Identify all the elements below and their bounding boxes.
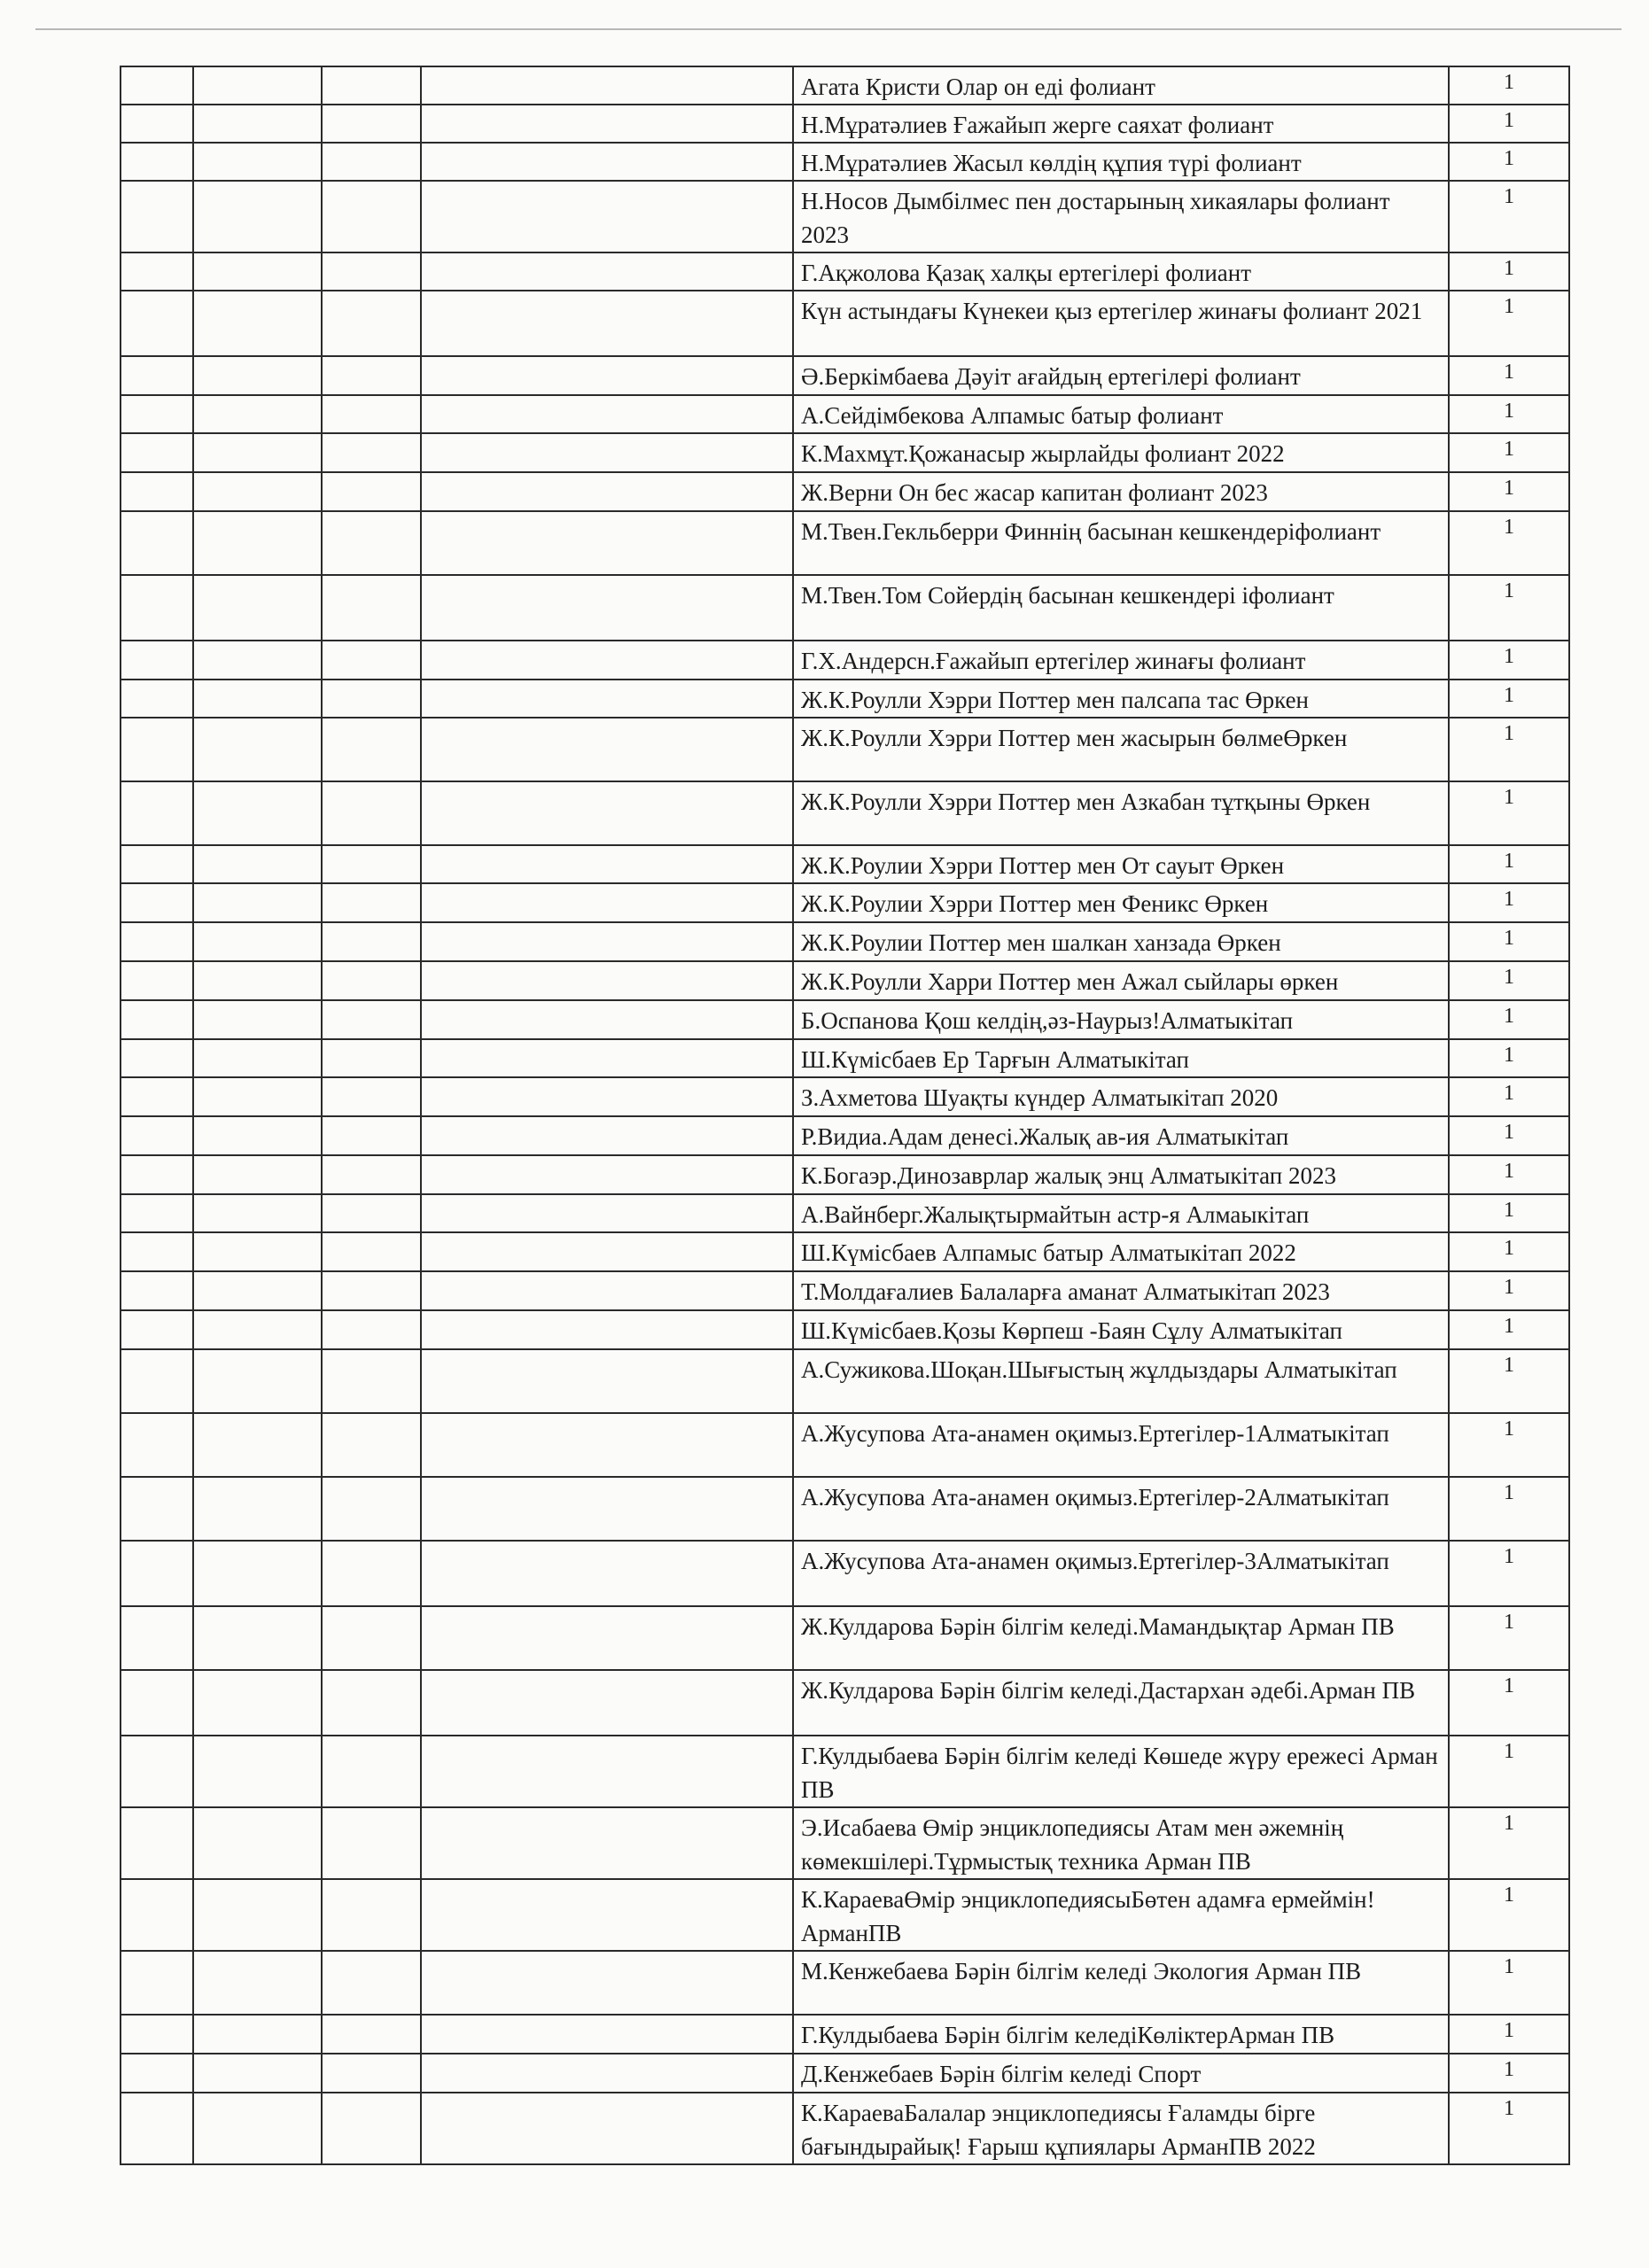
empty-cell bbox=[121, 845, 193, 883]
book-title-cell: Г.Кулдыбаева Бәрін білгім келеді Көшеде жүру ережесі Арман ПВ bbox=[793, 1736, 1449, 1807]
empty-cell bbox=[193, 511, 322, 575]
empty-cell bbox=[322, 1194, 421, 1232]
empty-cell bbox=[421, 845, 793, 883]
book-title-cell: А.Сейдімбекова Алпамыс батыр фолиант bbox=[793, 395, 1449, 433]
empty-cell bbox=[421, 1951, 793, 2015]
empty-cell bbox=[322, 883, 421, 922]
table-row bbox=[121, 845, 1569, 883]
empty-cell bbox=[421, 66, 793, 105]
table-row bbox=[121, 1349, 1569, 1413]
book-title-cell: А.Жусупова Ата-анамен оқимыз.Ертегілер-3Алматыкітап bbox=[793, 1541, 1449, 1606]
empty-cell bbox=[421, 1155, 793, 1194]
empty-cell bbox=[322, 143, 421, 181]
table-row bbox=[121, 1310, 1569, 1349]
empty-cell bbox=[421, 1879, 793, 1951]
table-row bbox=[121, 1606, 1569, 1670]
quantity-cell: 1 bbox=[1449, 1807, 1569, 1879]
empty-cell bbox=[421, 105, 793, 143]
book-title-cell: А.Жусупова Ата-анамен оқимыз.Ертегілер-1Алматыкітап bbox=[793, 1413, 1449, 1477]
empty-cell bbox=[322, 1413, 421, 1477]
table-row bbox=[121, 2093, 1569, 2164]
quantity-cell: 1 bbox=[1449, 1232, 1569, 1271]
empty-cell bbox=[193, 1271, 322, 1310]
empty-cell bbox=[121, 718, 193, 781]
empty-cell bbox=[121, 641, 193, 680]
quantity-cell: 1 bbox=[1449, 641, 1569, 680]
empty-cell bbox=[322, 2015, 421, 2054]
empty-cell bbox=[322, 1077, 421, 1116]
page-top-edge-line bbox=[35, 28, 1622, 30]
quantity-cell: 1 bbox=[1449, 1155, 1569, 1194]
table-row bbox=[121, 1477, 1569, 1541]
quantity-cell: 1 bbox=[1449, 680, 1569, 718]
empty-cell bbox=[322, 1807, 421, 1879]
empty-cell bbox=[193, 1349, 322, 1413]
empty-cell bbox=[121, 105, 193, 143]
quantity-cell: 1 bbox=[1449, 781, 1569, 845]
book-title-cell: Агата Кристи Олар он еді фолиант bbox=[793, 66, 1449, 105]
book-title-cell: А.Вайнберг.Жалықтырмайтын астр-я Алмаыкітап bbox=[793, 1194, 1449, 1232]
empty-cell bbox=[322, 718, 421, 781]
empty-cell bbox=[322, 961, 421, 1000]
book-list-body bbox=[121, 66, 1569, 2164]
empty-cell bbox=[121, 1879, 193, 1951]
empty-cell bbox=[322, 1155, 421, 1194]
book-title-cell: Ж.Верни Он бес жасар капитан фолиант 2023 bbox=[793, 472, 1449, 511]
empty-cell bbox=[193, 781, 322, 845]
empty-cell bbox=[322, 781, 421, 845]
empty-cell bbox=[193, 1077, 322, 1116]
empty-cell bbox=[193, 1039, 322, 1077]
table-row bbox=[121, 1116, 1569, 1155]
table-row bbox=[121, 1077, 1569, 1116]
empty-cell bbox=[421, 1194, 793, 1232]
empty-cell bbox=[322, 575, 421, 641]
book-title-cell: Ж.Кулдарова Бәрін білгім келеді.Дастархан әдебі.Арман ПВ bbox=[793, 1670, 1449, 1736]
quantity-cell: 1 bbox=[1449, 1606, 1569, 1670]
empty-cell bbox=[121, 2093, 193, 2164]
book-title-cell: Н.Мұратәлиев Ғажайып жерге саяхат фолиант bbox=[793, 105, 1449, 143]
empty-cell bbox=[421, 2054, 793, 2093]
empty-cell bbox=[421, 1000, 793, 1039]
book-title-cell: Ж.Кулдарова Бәрін білгім келеді.Мамандықтар Арман ПВ bbox=[793, 1606, 1449, 1670]
table-row bbox=[121, 718, 1569, 781]
empty-cell bbox=[421, 1413, 793, 1477]
table-row bbox=[121, 1039, 1569, 1077]
table-row bbox=[121, 143, 1569, 181]
empty-cell bbox=[421, 1039, 793, 1077]
book-title-cell: Г.Ақжолова Қазақ халқы ертегілері фолиант bbox=[793, 252, 1449, 291]
empty-cell bbox=[193, 1232, 322, 1271]
empty-cell bbox=[421, 181, 793, 252]
book-title-cell: Р.Видиа.Адам денесі.Жалық ав-ия Алматыкітап bbox=[793, 1116, 1449, 1155]
empty-cell bbox=[121, 781, 193, 845]
empty-cell bbox=[121, 1670, 193, 1736]
empty-cell bbox=[193, 66, 322, 105]
empty-cell bbox=[421, 511, 793, 575]
quantity-cell: 1 bbox=[1449, 395, 1569, 433]
empty-cell bbox=[121, 1271, 193, 1310]
empty-cell bbox=[193, 1413, 322, 1477]
empty-cell bbox=[193, 291, 322, 356]
empty-cell bbox=[193, 1606, 322, 1670]
table-row bbox=[121, 1879, 1569, 1951]
empty-cell bbox=[193, 181, 322, 252]
empty-cell bbox=[322, 1000, 421, 1039]
empty-cell bbox=[121, 922, 193, 961]
empty-cell bbox=[421, 575, 793, 641]
empty-cell bbox=[322, 66, 421, 105]
quantity-cell: 1 bbox=[1449, 1413, 1569, 1477]
empty-cell bbox=[322, 1232, 421, 1271]
quantity-cell: 1 bbox=[1449, 1951, 1569, 2015]
quantity-cell: 1 bbox=[1449, 845, 1569, 883]
empty-cell bbox=[322, 1736, 421, 1807]
book-title-cell: Н.Носов Дымбілмес пен достарының хикаялары фолиант 2023 bbox=[793, 181, 1449, 252]
empty-cell bbox=[193, 1736, 322, 1807]
quantity-cell: 1 bbox=[1449, 1477, 1569, 1541]
book-title-cell: Т.Молдағалиев Балаларға аманат Алматыкітап 2023 bbox=[793, 1271, 1449, 1310]
quantity-cell: 1 bbox=[1449, 143, 1569, 181]
book-title-cell: Ә.Беркімбаева Дәуіт ағайдың ертегілері фолиант bbox=[793, 356, 1449, 395]
empty-cell bbox=[322, 433, 421, 472]
empty-cell bbox=[121, 2015, 193, 2054]
empty-cell bbox=[322, 2093, 421, 2164]
book-title-cell: К.КараеваӨмір энциклопедиясыБөтен адамға ермеймін! АрманПВ bbox=[793, 1879, 1449, 1951]
empty-cell bbox=[421, 1310, 793, 1349]
table-row bbox=[121, 181, 1569, 252]
empty-cell bbox=[193, 1116, 322, 1155]
table-row bbox=[121, 472, 1569, 511]
table-row bbox=[121, 105, 1569, 143]
quantity-cell: 1 bbox=[1449, 181, 1569, 252]
book-title-cell: Б.Оспанова Қош келдің,әз-Наурыз!Алматыкітап bbox=[793, 1000, 1449, 1039]
quantity-cell: 1 bbox=[1449, 1271, 1569, 1310]
empty-cell bbox=[193, 961, 322, 1000]
empty-cell bbox=[121, 511, 193, 575]
empty-cell bbox=[322, 1879, 421, 1951]
quantity-cell: 1 bbox=[1449, 1879, 1569, 1951]
empty-cell bbox=[121, 1951, 193, 2015]
table-row bbox=[121, 922, 1569, 961]
book-title-cell: Г.Х.Андерсн.Ғажайып ертегілер жинағы фолиант bbox=[793, 641, 1449, 680]
quantity-cell: 1 bbox=[1449, 433, 1569, 472]
empty-cell bbox=[193, 680, 322, 718]
empty-cell bbox=[193, 105, 322, 143]
quantity-cell: 1 bbox=[1449, 1541, 1569, 1606]
empty-cell bbox=[421, 1807, 793, 1879]
empty-cell bbox=[193, 845, 322, 883]
empty-cell bbox=[121, 575, 193, 641]
empty-cell bbox=[193, 2015, 322, 2054]
empty-cell bbox=[121, 1413, 193, 1477]
empty-cell bbox=[193, 641, 322, 680]
empty-cell bbox=[322, 2054, 421, 2093]
empty-cell bbox=[193, 433, 322, 472]
quantity-cell: 1 bbox=[1449, 1116, 1569, 1155]
empty-cell bbox=[421, 433, 793, 472]
table-row bbox=[121, 2054, 1569, 2093]
empty-cell bbox=[421, 395, 793, 433]
quantity-cell: 1 bbox=[1449, 575, 1569, 641]
empty-cell bbox=[121, 883, 193, 922]
table-row bbox=[121, 291, 1569, 356]
table-row bbox=[121, 1541, 1569, 1606]
book-title-cell: Ж.К.Роулли Харри Поттер мен Ажал сыйлары өркен bbox=[793, 961, 1449, 1000]
table-row bbox=[121, 356, 1569, 395]
empty-cell bbox=[121, 1194, 193, 1232]
quantity-cell: 1 bbox=[1449, 1000, 1569, 1039]
quantity-cell: 1 bbox=[1449, 2093, 1569, 2164]
empty-cell bbox=[193, 1670, 322, 1736]
quantity-cell: 1 bbox=[1449, 922, 1569, 961]
table-row bbox=[121, 1271, 1569, 1310]
empty-cell bbox=[322, 511, 421, 575]
empty-cell bbox=[193, 472, 322, 511]
quantity-cell: 1 bbox=[1449, 472, 1569, 511]
empty-cell bbox=[322, 922, 421, 961]
empty-cell bbox=[322, 1541, 421, 1606]
empty-cell bbox=[121, 1000, 193, 1039]
quantity-cell: 1 bbox=[1449, 1310, 1569, 1349]
empty-cell bbox=[193, 1879, 322, 1951]
empty-cell bbox=[193, 1541, 322, 1606]
book-title-cell: Ш.Күмісбаев.Қозы Көрпеш -Баян Сұлу Алматыкітап bbox=[793, 1310, 1449, 1349]
empty-cell bbox=[421, 143, 793, 181]
book-title-cell: Ш.Күмісбаев Алпамыс батыр Алматыкітап 2022 bbox=[793, 1232, 1449, 1271]
empty-cell bbox=[322, 356, 421, 395]
empty-cell bbox=[421, 1606, 793, 1670]
book-title-cell: М.Кенжебаева Бәрін білгім келеді Экология Арман ПВ bbox=[793, 1951, 1449, 2015]
empty-cell bbox=[121, 143, 193, 181]
empty-cell bbox=[121, 291, 193, 356]
quantity-cell: 1 bbox=[1449, 66, 1569, 105]
empty-cell bbox=[121, 1349, 193, 1413]
quantity-cell: 1 bbox=[1449, 1194, 1569, 1232]
table-row bbox=[121, 1807, 1569, 1879]
quantity-cell: 1 bbox=[1449, 718, 1569, 781]
table-row bbox=[121, 1736, 1569, 1807]
empty-cell bbox=[421, 472, 793, 511]
empty-cell bbox=[121, 1736, 193, 1807]
empty-cell bbox=[421, 1477, 793, 1541]
table-row bbox=[121, 1413, 1569, 1477]
empty-cell bbox=[322, 181, 421, 252]
empty-cell bbox=[121, 1807, 193, 1879]
book-title-cell: К.Богаэр.Динозаврлар жалық энц Алматыкітап 2023 bbox=[793, 1155, 1449, 1194]
empty-cell bbox=[421, 1116, 793, 1155]
empty-cell bbox=[121, 1155, 193, 1194]
empty-cell bbox=[121, 356, 193, 395]
empty-cell bbox=[121, 472, 193, 511]
book-title-cell: Н.Мұратәлиев Жасыл көлдің құпия түрі фолиант bbox=[793, 143, 1449, 181]
table-row bbox=[121, 961, 1569, 1000]
book-title-cell: Г.Кулдыбаева Бәрін білгім келедіКөліктерАрман ПВ bbox=[793, 2015, 1449, 2054]
quantity-cell: 1 bbox=[1449, 2015, 1569, 2054]
book-title-cell: М.Твен.Гекльберри Финнің басынан кешкендеріфолиант bbox=[793, 511, 1449, 575]
empty-cell bbox=[121, 1541, 193, 1606]
table-row bbox=[121, 511, 1569, 575]
empty-cell bbox=[421, 1077, 793, 1116]
quantity-cell: 1 bbox=[1449, 1349, 1569, 1413]
quantity-cell: 1 bbox=[1449, 291, 1569, 356]
empty-cell bbox=[322, 105, 421, 143]
quantity-cell: 1 bbox=[1449, 511, 1569, 575]
empty-cell bbox=[322, 1039, 421, 1077]
empty-cell bbox=[322, 472, 421, 511]
empty-cell bbox=[193, 1155, 322, 1194]
empty-cell bbox=[421, 1541, 793, 1606]
empty-cell bbox=[193, 1807, 322, 1879]
book-title-cell: З.Ахметова Шуақты күндер Алматыкітап 2020 bbox=[793, 1077, 1449, 1116]
table-row bbox=[121, 1670, 1569, 1736]
empty-cell bbox=[421, 961, 793, 1000]
empty-cell bbox=[322, 1951, 421, 2015]
empty-cell bbox=[421, 291, 793, 356]
empty-cell bbox=[421, 252, 793, 291]
quantity-cell: 1 bbox=[1449, 1077, 1569, 1116]
book-title-cell: Ж.К.Роулли Хэрри Поттер мен палсапа тас Өркен bbox=[793, 680, 1449, 718]
empty-cell bbox=[421, 2015, 793, 2054]
table-row bbox=[121, 1951, 1569, 2015]
empty-cell bbox=[121, 66, 193, 105]
empty-cell bbox=[193, 395, 322, 433]
empty-cell bbox=[322, 1271, 421, 1310]
empty-cell bbox=[193, 1477, 322, 1541]
quantity-cell: 1 bbox=[1449, 1039, 1569, 1077]
empty-cell bbox=[121, 1310, 193, 1349]
quantity-cell: 1 bbox=[1449, 356, 1569, 395]
table-row bbox=[121, 1232, 1569, 1271]
empty-cell bbox=[193, 2054, 322, 2093]
table-row bbox=[121, 641, 1569, 680]
book-title-cell: Ж.К.Роулии Хэрри Поттер мен Феникс Өркен bbox=[793, 883, 1449, 922]
empty-cell bbox=[193, 2093, 322, 2164]
empty-cell bbox=[322, 1116, 421, 1155]
empty-cell bbox=[421, 718, 793, 781]
table-row bbox=[121, 1155, 1569, 1194]
empty-cell bbox=[421, 356, 793, 395]
empty-cell bbox=[322, 641, 421, 680]
book-title-cell: Күн астындағы Күнекеи қыз ертегілер жинағы фолиант 2021 bbox=[793, 291, 1449, 356]
book-title-cell: Ж.К.Роулии Хэрри Поттер мен От сауыт Өркен bbox=[793, 845, 1449, 883]
empty-cell bbox=[322, 1310, 421, 1349]
empty-cell bbox=[322, 845, 421, 883]
empty-cell bbox=[121, 2054, 193, 2093]
table-row bbox=[121, 252, 1569, 291]
quantity-cell: 1 bbox=[1449, 1736, 1569, 1807]
empty-cell bbox=[193, 575, 322, 641]
book-title-cell: Ж.К.Роулли Хэрри Поттер мен Азкабан тұтқыны Өркен bbox=[793, 781, 1449, 845]
book-title-cell: Э.Исабаева Өмір энциклопедиясы Атам мен әжемнің көмекшілері.Тұрмыстық техника Арман ПВ bbox=[793, 1807, 1449, 1879]
empty-cell bbox=[121, 961, 193, 1000]
table-row bbox=[121, 66, 1569, 105]
empty-cell bbox=[121, 433, 193, 472]
empty-cell bbox=[421, 2093, 793, 2164]
quantity-cell: 1 bbox=[1449, 2054, 1569, 2093]
empty-cell bbox=[421, 922, 793, 961]
table-row bbox=[121, 575, 1569, 641]
empty-cell bbox=[121, 181, 193, 252]
table-row bbox=[121, 680, 1569, 718]
empty-cell bbox=[421, 641, 793, 680]
empty-cell bbox=[121, 1039, 193, 1077]
book-title-cell: А.Сужикова.Шоқан.Шығыстың жұлдыздары Алматыкітап bbox=[793, 1349, 1449, 1413]
book-title-cell: Ж.К.Роулии Поттер мен шалкан ханзада Өркен bbox=[793, 922, 1449, 961]
empty-cell bbox=[121, 395, 193, 433]
empty-cell bbox=[322, 291, 421, 356]
empty-cell bbox=[421, 1736, 793, 1807]
quantity-cell: 1 bbox=[1449, 883, 1569, 922]
empty-cell bbox=[193, 1951, 322, 2015]
book-list-table bbox=[120, 66, 1570, 2165]
empty-cell bbox=[121, 1077, 193, 1116]
table-row bbox=[121, 883, 1569, 922]
empty-cell bbox=[193, 718, 322, 781]
table-row bbox=[121, 1194, 1569, 1232]
empty-cell bbox=[421, 680, 793, 718]
book-title-cell: Д.Кенжебаев Бәрін білгім келеді Спорт bbox=[793, 2054, 1449, 2093]
empty-cell bbox=[193, 1000, 322, 1039]
empty-cell bbox=[322, 252, 421, 291]
table-row bbox=[121, 395, 1569, 433]
empty-cell bbox=[121, 1116, 193, 1155]
empty-cell bbox=[193, 356, 322, 395]
empty-cell bbox=[421, 883, 793, 922]
empty-cell bbox=[121, 1477, 193, 1541]
empty-cell bbox=[322, 1670, 421, 1736]
empty-cell bbox=[193, 1194, 322, 1232]
empty-cell bbox=[121, 680, 193, 718]
empty-cell bbox=[421, 1349, 793, 1413]
empty-cell bbox=[322, 395, 421, 433]
book-title-cell: Ж.К.Роулли Хэрри Поттер мен жасырын бөлмеӨркен bbox=[793, 718, 1449, 781]
empty-cell bbox=[121, 1232, 193, 1271]
quantity-cell: 1 bbox=[1449, 105, 1569, 143]
empty-cell bbox=[421, 1670, 793, 1736]
table-row bbox=[121, 433, 1569, 472]
book-title-cell: М.Твен.Том Сойердің басынан кешкендері іфолиант bbox=[793, 575, 1449, 641]
empty-cell bbox=[193, 143, 322, 181]
book-title-cell: К.Махмұт.Қожанасыр жырлайды фолиант 2022 bbox=[793, 433, 1449, 472]
empty-cell bbox=[193, 922, 322, 961]
table-row bbox=[121, 2015, 1569, 2054]
empty-cell bbox=[193, 252, 322, 291]
quantity-cell: 1 bbox=[1449, 961, 1569, 1000]
empty-cell bbox=[322, 1477, 421, 1541]
empty-cell bbox=[121, 1606, 193, 1670]
empty-cell bbox=[421, 1232, 793, 1271]
empty-cell bbox=[322, 1349, 421, 1413]
empty-cell bbox=[121, 252, 193, 291]
empty-cell bbox=[193, 1310, 322, 1349]
empty-cell bbox=[421, 781, 793, 845]
quantity-cell: 1 bbox=[1449, 252, 1569, 291]
empty-cell bbox=[421, 1271, 793, 1310]
quantity-cell: 1 bbox=[1449, 1670, 1569, 1736]
book-title-cell: А.Жусупова Ата-анамен оқимыз.Ертегілер-2Алматыкітап bbox=[793, 1477, 1449, 1541]
table-row bbox=[121, 1000, 1569, 1039]
empty-cell bbox=[193, 883, 322, 922]
empty-cell bbox=[322, 680, 421, 718]
book-title-cell: К.КараеваБалалар энциклопедиясы Ғаламды бірге бағындырайық! Ғарыш құпиялары АрманПВ 2022 bbox=[793, 2093, 1449, 2164]
table-row bbox=[121, 781, 1569, 845]
book-title-cell: Ш.Күмісбаев Ер Тарғын Алматыкітап bbox=[793, 1039, 1449, 1077]
empty-cell bbox=[322, 1606, 421, 1670]
